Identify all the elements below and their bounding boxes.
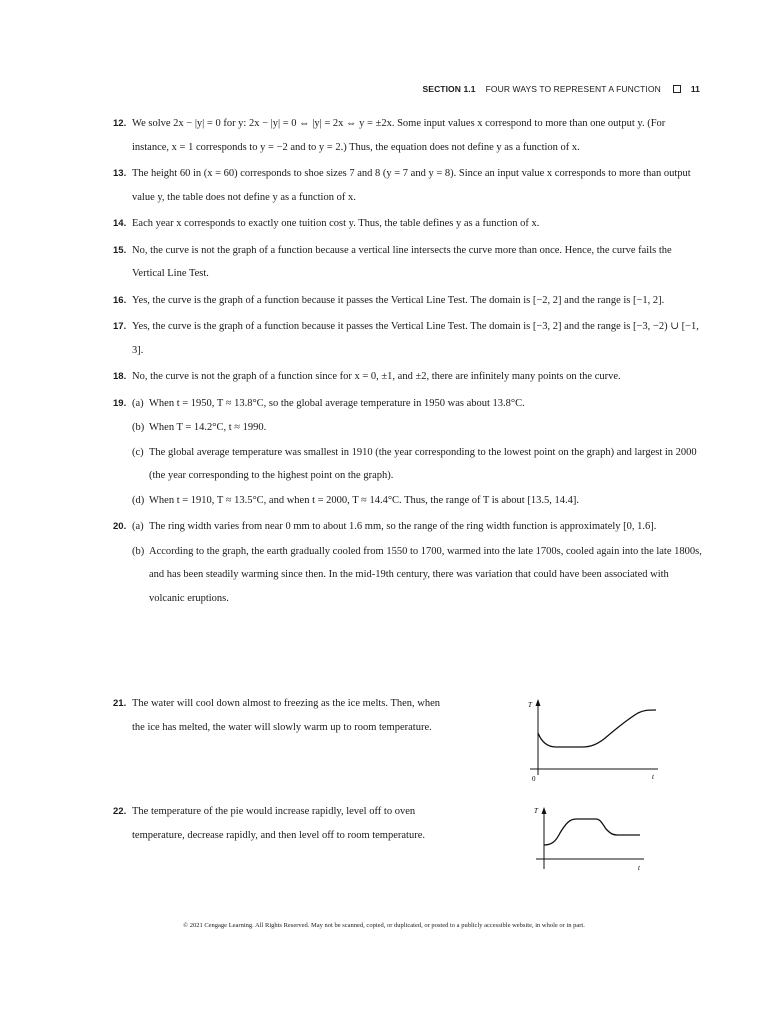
temperature-curve	[538, 710, 656, 747]
part-a	[132, 392, 703, 416]
problem-number: 14.	[113, 218, 127, 229]
problem-number: 16.	[113, 294, 127, 306]
problem-text: The temperature of the pie would increase rapidly, level off to oven temperature, decrease rapidly, and then level off to room temperature.	[132, 806, 425, 841]
part-label: (b)	[132, 545, 145, 557]
pie-temperature-graph	[530, 803, 655, 875]
solutions-list	[113, 112, 703, 613]
problem-17	[113, 315, 703, 362]
problem-13	[113, 162, 703, 209]
problem-14	[113, 212, 703, 236]
problem-text: No, the curve is not the graph of a function since for x = 0, ±1, and ±2, there are infinitely many points on the curve.	[132, 371, 621, 382]
page-number: 11	[690, 84, 700, 94]
part-text: The ring width varies from near 0 mm to about 1.6 mm, so the range of the ring width function is approximately [0, 1.6].	[149, 521, 657, 532]
problem-number: 22.	[113, 806, 127, 817]
problem-text: Yes, the curve is the graph of a function because it passes the Vertical Line Test. The domain is [−3, 2] and the range is [−3, −2) ∪ [−1, 3].	[132, 321, 699, 356]
copyright-footer: © 2021 Cengage Learning. All Rights Reserved. May not be scanned, copied, or duplicated, or posted to a publicly accessible website, in whole or in part.	[183, 922, 585, 929]
section-title: FOUR WAYS TO REPRESENT A FUNCTION	[485, 84, 661, 94]
part-label: (b)	[132, 422, 145, 433]
part-label: (a)	[132, 521, 144, 532]
running-header	[423, 84, 700, 94]
x-axis-label: t	[638, 864, 640, 872]
part-a	[132, 515, 703, 539]
problem-number: 20.	[113, 521, 127, 532]
problem-21	[113, 692, 453, 739]
problem-number: 21.	[113, 698, 127, 709]
problem-text: We solve 2x − |y| = 0 for y: 2x − |y| = 0 ⇔ |y| = 2x ⇔ y = ±2x. Some input values x correspond to more than one output y. (For instance, x = 1 corresponds to y = −2 and to y = 2.) Thus, the equation does not define y as a function of x.	[132, 118, 666, 153]
y-axis-label: T	[534, 807, 538, 815]
problem-text: No, the curve is not the graph of a function because a vertical line intersects the curve more than once. Hence, the curve fails the Vertical Line Test.	[132, 244, 672, 279]
problem-15	[113, 239, 703, 286]
origin-label: 0	[532, 775, 536, 783]
y-axis-label: T	[528, 701, 532, 709]
water-temperature-graph	[520, 695, 665, 785]
part-text: The global average temperature was smallest in 1910 (the year corresponding to the lowest point on the graph) and largest in 2000 (the year corresponding to the highest point on the graph).	[149, 446, 697, 481]
problem-number: 15.	[113, 244, 127, 256]
part-b	[132, 416, 703, 440]
temperature-curve	[544, 819, 640, 845]
x-axis-label: t	[652, 773, 654, 781]
part-c	[132, 441, 703, 488]
problem-text: The height 60 in (x = 60) corresponds to shoe sizes 7 and 8 (y = 7 and y = 8). Since an input value x corresponds to more than output value y, the table does not define y as a function of x.	[132, 168, 691, 203]
problem-22	[113, 800, 453, 847]
part-b	[132, 540, 703, 611]
problem-16	[113, 289, 703, 313]
part-d	[132, 489, 703, 513]
section-number: SECTION 1.1	[422, 84, 476, 94]
problem-19	[113, 392, 703, 513]
y-axis-arrow-icon	[542, 807, 547, 814]
part-label: (a)	[132, 397, 144, 409]
problem-number: 17.	[113, 321, 127, 332]
problem-text: Each year x corresponds to exactly one tuition cost y. Thus, the table defines y as a function of x.	[132, 218, 540, 229]
part-label: (c)	[132, 446, 144, 458]
problem-12	[113, 112, 703, 159]
part-text: When t = 1950, T ≈ 13.8°C, so the global average temperature in 1950 was about 13.8°C.	[149, 397, 525, 409]
problem-20	[113, 515, 703, 610]
problem-18	[113, 365, 703, 389]
part-text: When T = 14.2°C, t ≈ 1990.	[149, 422, 267, 433]
problem-text: Yes, the curve is the graph of a function because it passes the Vertical Line Test. The domain is [−2, 2] and the range is [−1, 2].	[132, 294, 665, 306]
problem-number: 13.	[113, 168, 127, 179]
part-label: (d)	[132, 494, 145, 506]
problem-text: The water will cool down almost to freezing as the ice melts. Then, when the ice has melted, the water will slowly warm up to room temperature.	[132, 698, 441, 733]
square-icon	[673, 85, 681, 93]
part-text: According to the graph, the earth gradually cooled from 1550 to 1700, warmed into the late 1700s, cooled again into the late 1800s, and has been steadily warming since then. In the mid-19th century, there was variation that could have been associated with volcanic eruptions.	[149, 545, 702, 604]
problem-number: 12.	[113, 118, 127, 129]
problem-number: 18.	[113, 371, 127, 382]
problem-number: 19.	[113, 397, 127, 409]
y-axis-arrow-icon	[536, 699, 541, 706]
part-text: When t = 1910, T ≈ 13.5°C, and when t = 2000, T ≈ 14.4°C. Thus, the range of T is about [13.5, 14.4].	[149, 494, 579, 506]
